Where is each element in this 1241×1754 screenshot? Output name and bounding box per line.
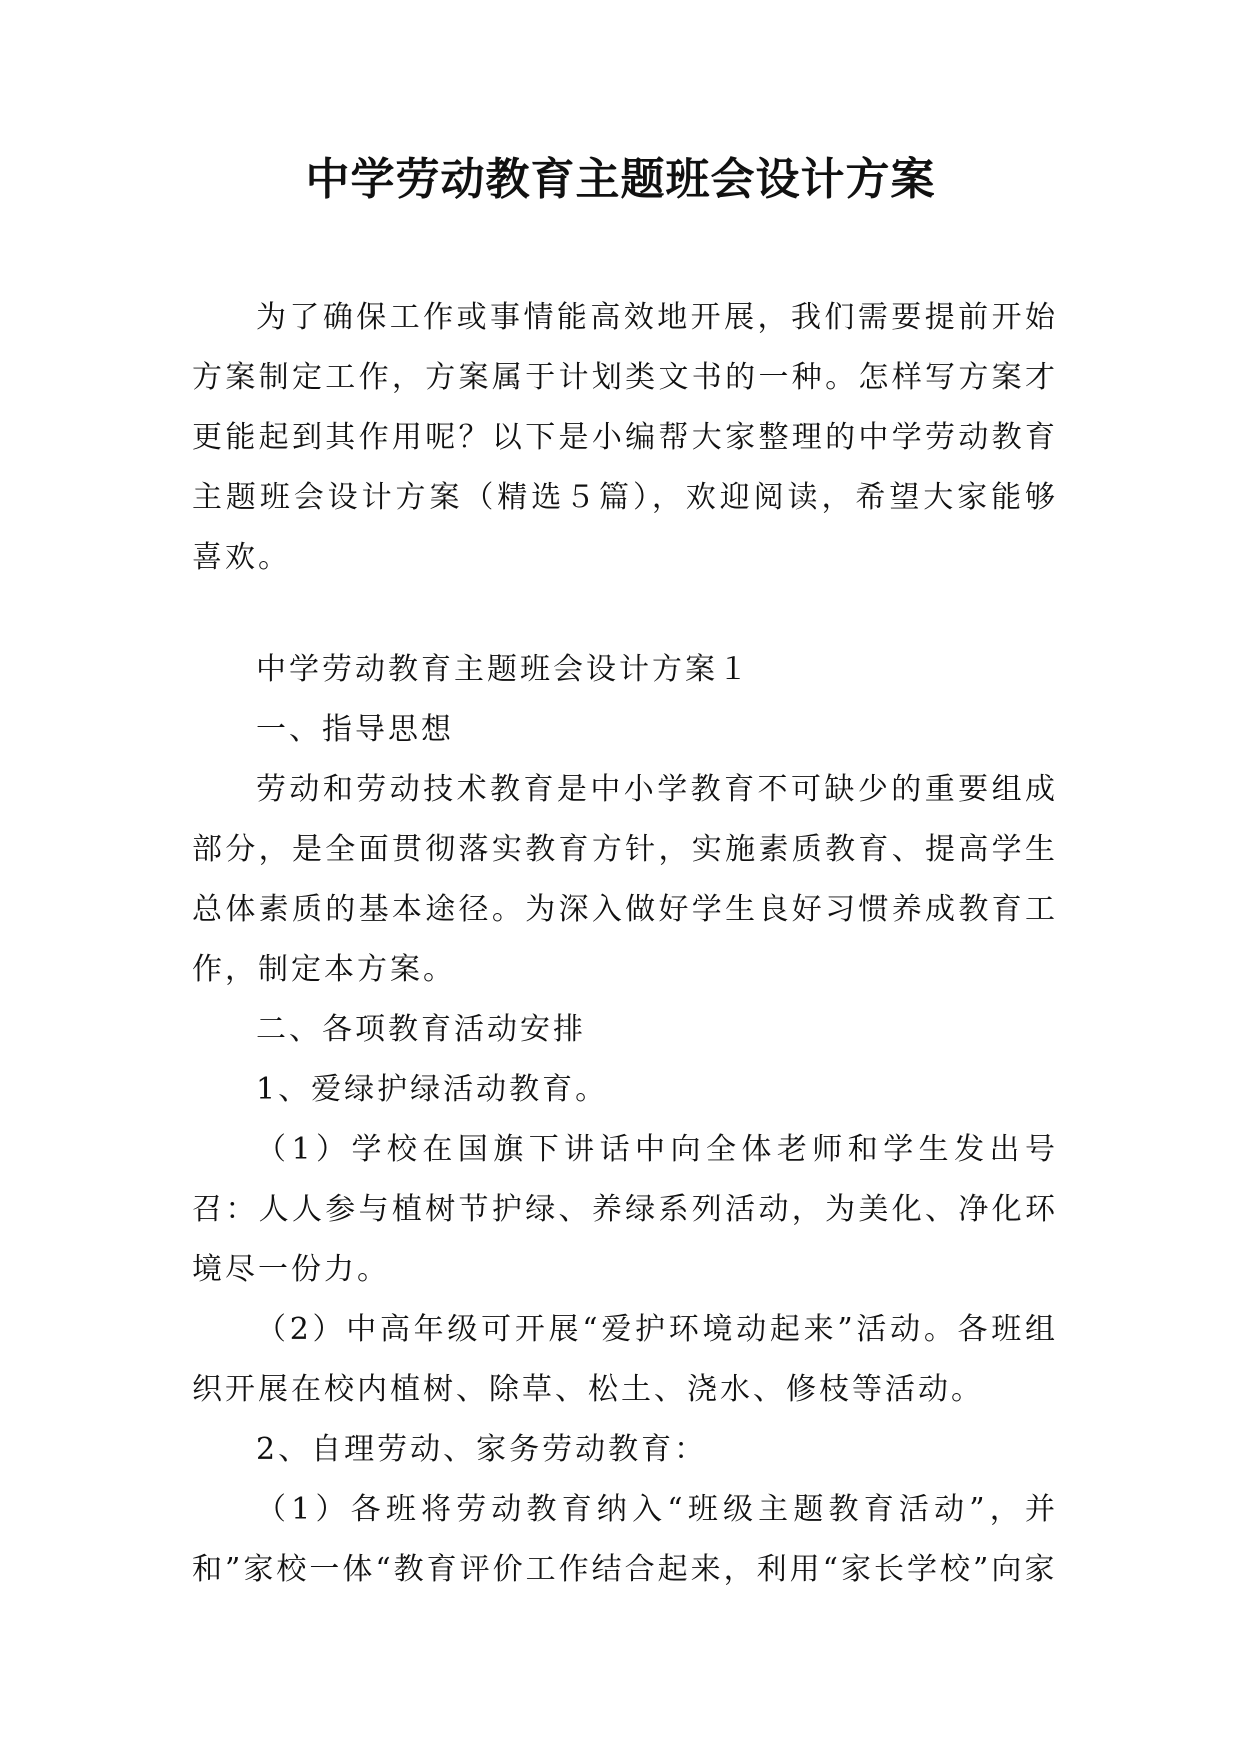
subitem-green-1: （1）学校在国旗下讲话中向全体老师和学生发出号召：人人参与植树节护绿、养绿系列活动，为美化、净化环境尽一份力。: [192, 1132, 1058, 1287]
item-self-care-labor: 2、自理劳动、家务劳动教育：: [256, 1432, 708, 1467]
heading-guiding-ideology: 一、指导思想: [256, 712, 454, 747]
subitem-self-care-1: （1）各班将劳动教育纳入“班级主题教育活动”，并和”家校一体“教育评价工作结合起来，利用“家长学校”向家: [192, 1492, 1058, 1587]
intro-block: [192, 288, 1058, 588]
intro-paragraph: 为了确保工作或事情能高效地开展，我们需要提前开始方案制定工作，方案属于计划类文书的一种。怎样写方案才更能起到其作用呢？以下是小编帮大家整理的中学劳动教育主题班会设计方案（精选５篇），欢迎阅读，希望大家能够喜欢。: [192, 300, 1058, 575]
section-block: [192, 640, 1058, 1600]
heading-activity-arrangements: 二、各项教育活动安排: [256, 1012, 586, 1047]
paragraph-guiding-ideology: 劳动和劳动技术教育是中小学教育不可缺少的重要组成部分，是全面贯彻落实教育方针，实施素质教育、提高学生总体素质的基本途径。为深入做好学生良好习惯养成教育工作，制定本方案。: [192, 772, 1058, 987]
document-title: 中学劳动教育主题班会设计方案: [305, 154, 936, 205]
subitem-green-2: （2）中高年级可开展“爱护环境动起来”活动。各班组织开展在校内植树、除草、松土、浇水、修枝等活动。: [192, 1312, 1058, 1407]
item-green-activity: 1、爱绿护绿活动教育。: [256, 1072, 609, 1107]
section-title: 中学劳动教育主题班会设计方案１: [256, 652, 751, 687]
